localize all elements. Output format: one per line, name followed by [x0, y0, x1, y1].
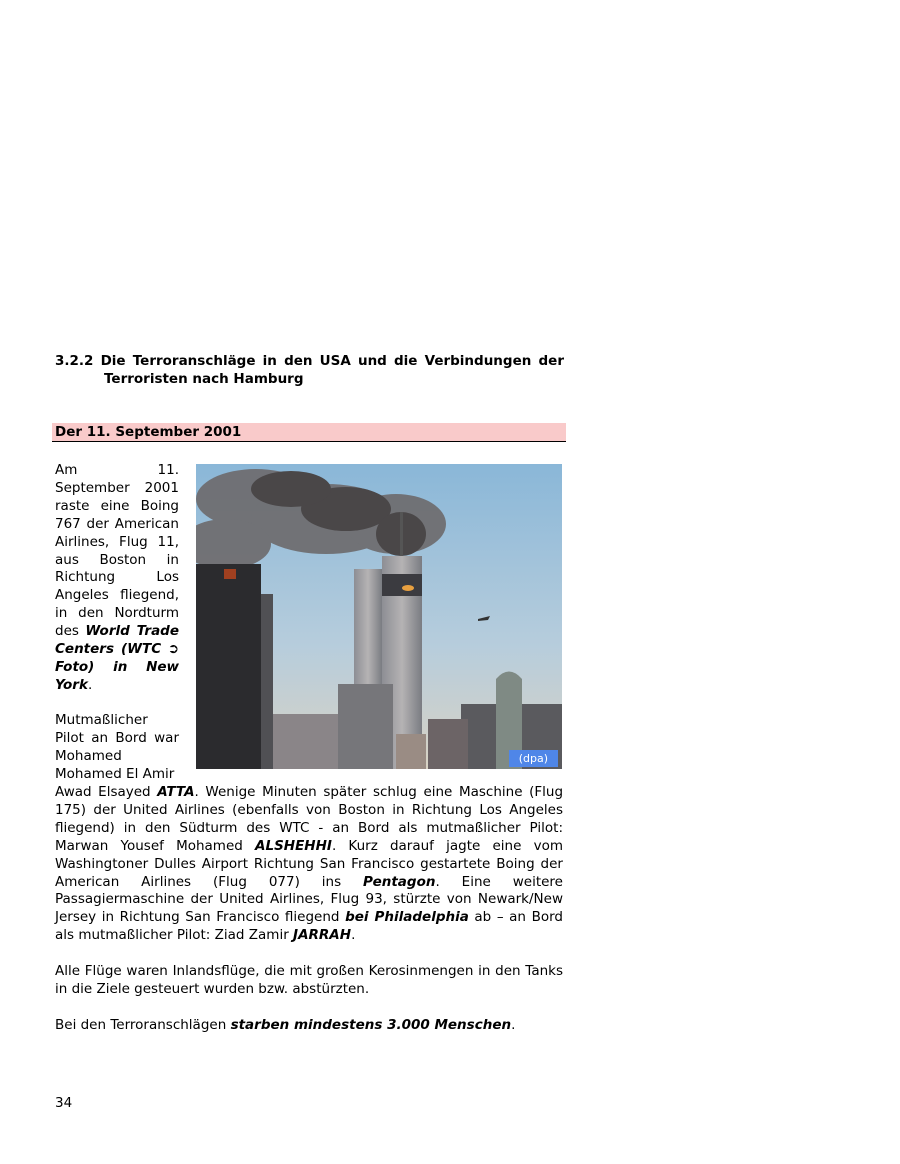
section-heading [55, 352, 564, 388]
arrow-icon: ➲ [167, 641, 179, 658]
paragraph-pilots: Awad Elsayed ATTA. Wenige Minuten später schlug eine Maschine (Flug 175) der United Airlines (ebenfalls von Boston in Richtung Los Angeles fliegend) in den Südturm des WTC - an Bord als mutmaßlicher Pilot: Marwan Yousef Mohamed ALSHEHHI. Kurz darauf jagte eine vom Washingtoner Dulles Airport Richtung San Francisco gestartete Boing der American Airlines (Flug 077) ins Pentagon. Eine weitere Passagiermaschine der United Airlines, Flug 93, stürzte von Newark/New Jersey in Richtung San Francisco fliegend bei Philadelphia ab – an Bord als mutmaßlicher Pilot: Ziad Zamir JARRAH. [55, 784, 564, 944]
subheading: Der 11. September 2001 [55, 424, 242, 440]
wtc-photo [196, 464, 562, 769]
paragraph-intro [55, 462, 179, 695]
paragraph-pilot-start: Mutmaßlicher Pilot an Bord war Mohamed Mohamed El Amir [55, 712, 179, 782]
paragraph-victims: Bei den Terroranschlägen starben mindestens 3.000 Menschen. [55, 1017, 516, 1033]
section-heading-line-2: Terroristen nach Hamburg [104, 371, 304, 387]
photo-credit: (dpa) [509, 750, 558, 767]
section-heading-line-1: 3.2.2 Die Terroranschläge in den USA und die Verbindungen der [55, 353, 564, 369]
wtc-photo-illustration [196, 464, 562, 769]
section-number: 3.2.2 [55, 353, 94, 369]
intro-text: Am 11. September 2001 raste eine Boing 767 der American Airlines, Flug 11, aus Boston in Richtung Los Angeles fliegend, in den Nordturm des World Trade Centers (WTC ➲ Foto) in New York. [55, 462, 179, 693]
subheading-bar [52, 423, 566, 442]
paragraph-flights: Alle Flüge waren Inlandsflüge, die mit großen Kerosinmengen in den Tanks in die Ziele gesteuert wurden bzw. abstürzten. [55, 963, 563, 997]
page-number: 34 [55, 1095, 73, 1111]
